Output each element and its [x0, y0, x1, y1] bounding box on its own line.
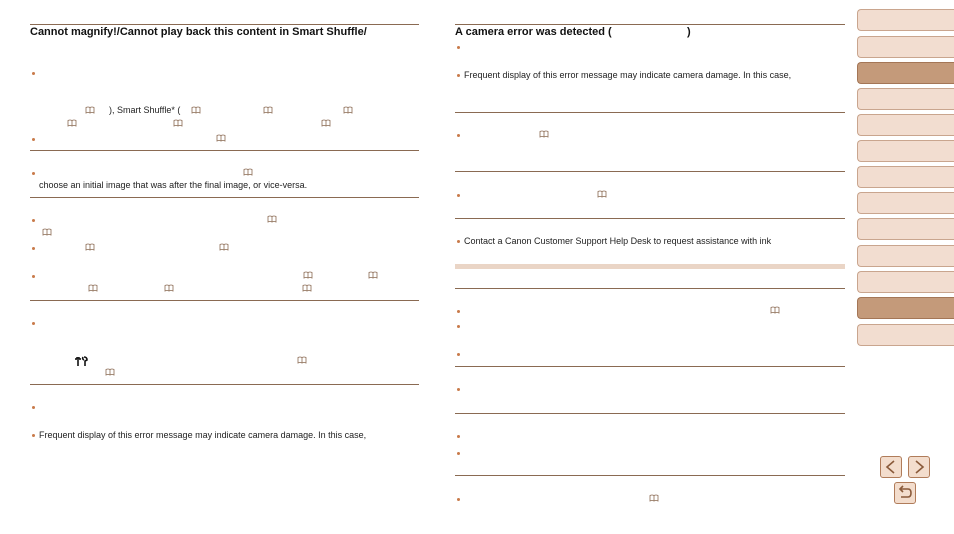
- bullet-marker: [32, 172, 35, 175]
- page-ref-icon[interactable]: [67, 119, 77, 127]
- right-damage-text: Frequent display of this error message may indicate camera damage. In this case,: [464, 70, 792, 80]
- page-ref-icon[interactable]: [173, 119, 183, 127]
- page-ref-icon[interactable]: [85, 106, 95, 114]
- page-ref-icon[interactable]: [539, 130, 549, 138]
- arrow-left-icon: [881, 457, 901, 477]
- smart-shuffle-text: ), Smart Shuffle* (: [109, 105, 181, 115]
- page-ref-icon[interactable]: [191, 106, 201, 114]
- page-ref-icon[interactable]: [770, 306, 780, 314]
- bullet-marker: [457, 74, 460, 77]
- divider: [30, 197, 419, 198]
- bullet-marker: [32, 434, 35, 437]
- left-heading: Cannot magnify!/Cannot play back this content in Smart Shuffle/: [30, 26, 367, 38]
- page-ref-icon[interactable]: [85, 243, 95, 251]
- divider: [30, 384, 419, 385]
- return-arrow-icon: [895, 483, 915, 503]
- right-heading-prefix: A camera error was detected (: [455, 26, 612, 38]
- left-damage-text: Frequent display of this error message may indicate camera damage. In this case,: [39, 430, 367, 440]
- page-ref-icon[interactable]: [368, 271, 378, 279]
- bullet-marker: [457, 353, 460, 356]
- contact-canon-text: Contact a Canon Customer Support Help Desk to request assistance with ink: [464, 236, 772, 246]
- divider: [30, 300, 419, 301]
- bullet-marker: [32, 138, 35, 141]
- page-ref-icon[interactable]: [219, 243, 229, 251]
- bullet-marker: [457, 388, 460, 391]
- choose-image-text: choose an initial image that was after the final image, or vice-versa.: [39, 180, 308, 190]
- page-ref-icon[interactable]: [216, 134, 226, 142]
- divider: [455, 413, 845, 414]
- bullet-marker: [32, 219, 35, 222]
- sidebar-tab-9[interactable]: [857, 218, 954, 240]
- bullet-marker: [457, 310, 460, 313]
- page-ref-icon[interactable]: [321, 119, 331, 127]
- bullet-marker: [457, 134, 460, 137]
- bullet-marker: [457, 452, 460, 455]
- divider: [455, 366, 845, 367]
- bullet-marker: [457, 325, 460, 328]
- page-ref-icon[interactable]: [88, 284, 98, 292]
- sidebar-tab-1[interactable]: [857, 9, 954, 31]
- bullet-marker: [32, 247, 35, 250]
- page-ref-icon[interactable]: [303, 271, 313, 279]
- bullet-marker: [32, 72, 35, 75]
- bullet-marker: [457, 435, 460, 438]
- bullet-marker: [457, 240, 460, 243]
- page-ref-icon[interactable]: [243, 168, 253, 176]
- prev-page-button[interactable]: [880, 456, 902, 478]
- return-button[interactable]: [894, 482, 916, 504]
- divider: [455, 171, 845, 172]
- sidebar-tab-7[interactable]: [857, 166, 954, 188]
- sidebar-tab-6[interactable]: [857, 140, 954, 162]
- left-top-rule: [30, 24, 419, 25]
- page-ref-icon[interactable]: [164, 284, 174, 292]
- bullet-marker: [32, 275, 35, 278]
- page-ref-icon[interactable]: [297, 356, 307, 364]
- divider: [30, 150, 419, 151]
- page-ref-icon[interactable]: [263, 106, 273, 114]
- bullet-marker: [457, 498, 460, 501]
- sidebar-tab-12[interactable]: [857, 297, 954, 319]
- page-ref-icon[interactable]: [649, 494, 659, 502]
- next-page-button[interactable]: [908, 456, 930, 478]
- arrow-right-icon: [909, 457, 929, 477]
- page-ref-icon[interactable]: [597, 190, 607, 198]
- divider: [455, 112, 845, 113]
- bullet-marker: [457, 46, 460, 49]
- page-ref-icon[interactable]: [267, 215, 277, 223]
- page-ref-icon[interactable]: [105, 368, 115, 376]
- bullet-marker: [32, 406, 35, 409]
- page-ref-icon[interactable]: [42, 228, 52, 236]
- sidebar-tab-11[interactable]: [857, 271, 954, 293]
- sidebar-tab-5[interactable]: [857, 114, 954, 136]
- sidebar-tab-4[interactable]: [857, 88, 954, 110]
- divider: [455, 218, 845, 219]
- wrench-icon: [75, 354, 89, 365]
- page-ref-icon[interactable]: [302, 284, 312, 292]
- sidebar-tab-3[interactable]: [857, 62, 954, 84]
- sidebar-tab-13[interactable]: [857, 324, 954, 346]
- divider: [455, 288, 845, 289]
- right-heading-suffix: ): [687, 26, 691, 38]
- sidebar-tab-10[interactable]: [857, 245, 954, 267]
- page-ref-icon[interactable]: [343, 106, 353, 114]
- section-band: [455, 264, 845, 269]
- right-top-rule: [455, 24, 845, 25]
- bullet-marker: [32, 322, 35, 325]
- sidebar-tab-8[interactable]: [857, 192, 954, 214]
- divider: [455, 475, 845, 476]
- sidebar-tab-2[interactable]: [857, 36, 954, 58]
- bullet-marker: [457, 194, 460, 197]
